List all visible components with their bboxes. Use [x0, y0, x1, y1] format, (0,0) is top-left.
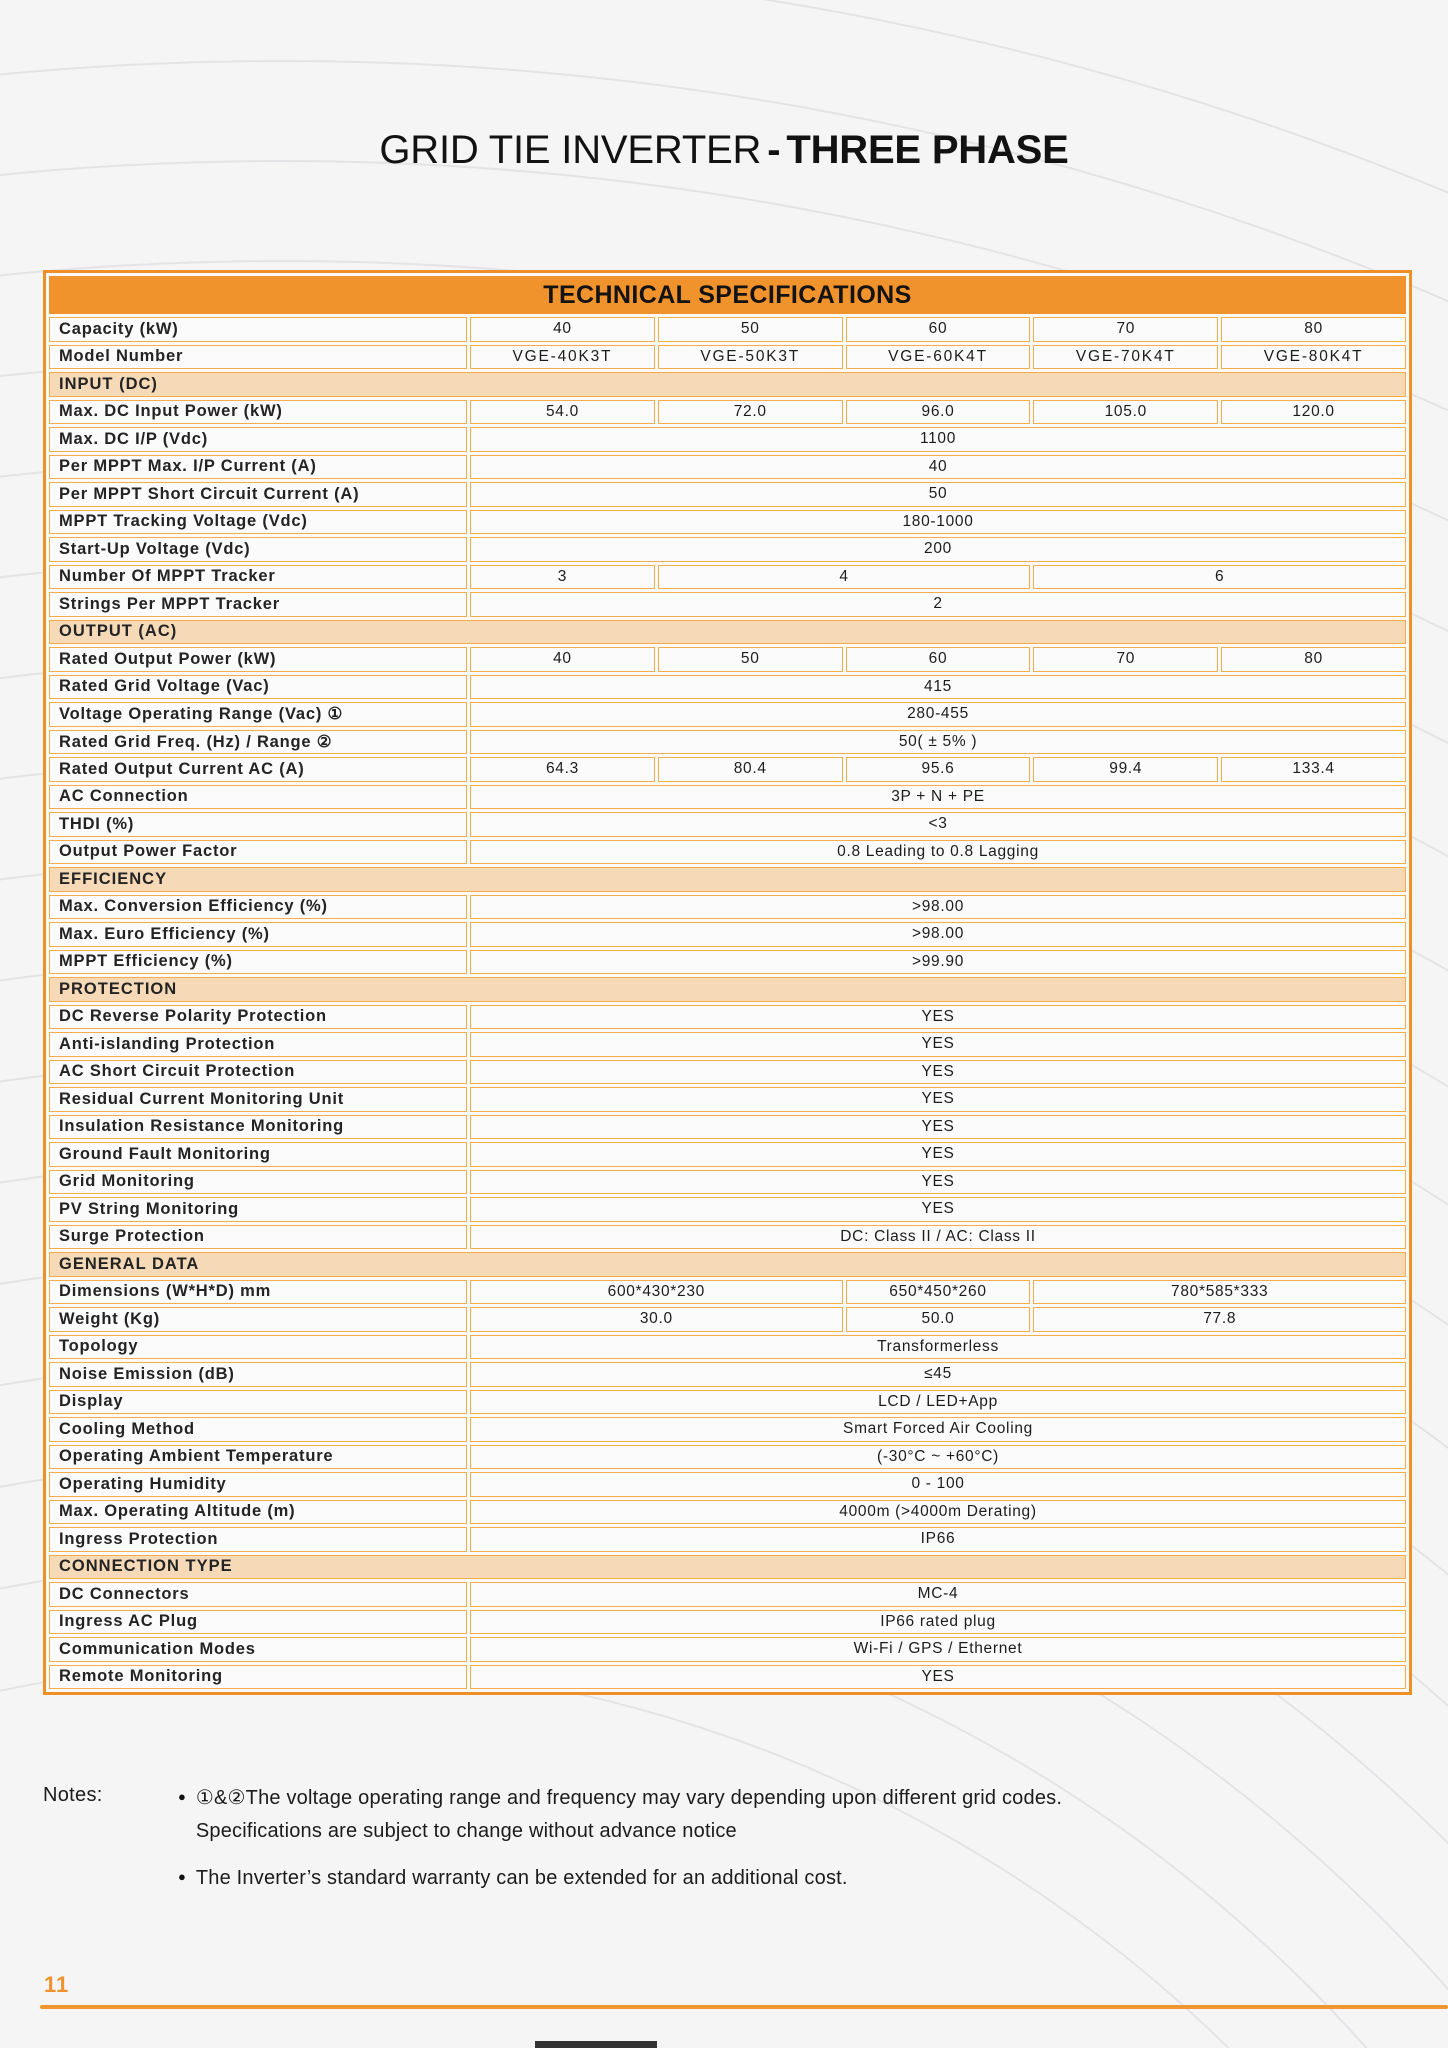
row-label: Capacity (kW)	[49, 317, 467, 342]
row-value: MC-4	[470, 1582, 1406, 1607]
row-label: Number Of MPPT Tracker	[49, 565, 467, 590]
row-value: Transformerless	[470, 1335, 1406, 1360]
section-row	[49, 1555, 1406, 1580]
row-value: YES	[470, 1005, 1406, 1030]
cell-value: VGE-40K3T	[470, 345, 655, 370]
cell-value: 50.0	[846, 1307, 1031, 1332]
bullet-icon: ●	[178, 1789, 186, 1804]
row-value: YES	[470, 1115, 1406, 1140]
row-value: 180-1000	[470, 510, 1406, 535]
spec-row	[49, 1115, 1406, 1140]
row-label: Remote Monitoring	[49, 1665, 467, 1690]
row-label: AC Connection	[49, 785, 467, 810]
row-value: IP66 rated plug	[470, 1610, 1406, 1635]
spec-row	[49, 1637, 1406, 1662]
spec-table-body	[49, 317, 1406, 1689]
spec-row	[49, 1665, 1406, 1690]
row-value: YES	[470, 1197, 1406, 1222]
section-row	[49, 620, 1406, 645]
spec-row	[49, 675, 1406, 700]
row-label: MPPT Efficiency (%)	[49, 950, 467, 975]
cell-value: VGE-60K4T	[846, 345, 1031, 370]
section-row	[49, 372, 1406, 397]
row-label: Noise Emission (dB)	[49, 1362, 467, 1387]
row-value: >98.00	[470, 922, 1406, 947]
spec-row	[49, 1197, 1406, 1222]
footer-divider	[40, 2005, 1448, 2009]
row-label: Grid Monitoring	[49, 1170, 467, 1195]
spec-row	[49, 1582, 1406, 1607]
cell-value: VGE-70K4T	[1033, 345, 1218, 370]
row-value: ≤45	[470, 1362, 1406, 1387]
cell-value: 50	[658, 647, 843, 672]
row-value: YES	[470, 1060, 1406, 1085]
cell-value: 54.0	[470, 400, 655, 425]
spec-row	[49, 895, 1406, 920]
spec-row	[49, 565, 1406, 590]
row-label: Ingress AC Plug	[49, 1610, 467, 1635]
row-value: YES	[470, 1032, 1406, 1057]
row-label: PV String Monitoring	[49, 1197, 467, 1222]
cell-value: 3	[470, 565, 655, 590]
cell-value: 60	[846, 317, 1031, 342]
cell-value: 80	[1221, 647, 1406, 672]
section-row	[49, 977, 1406, 1002]
row-label: Dimensions (W*H*D) mm	[49, 1280, 467, 1305]
row-label: Operating Ambient Temperature	[49, 1445, 467, 1470]
row-label: Cooling Method	[49, 1417, 467, 1442]
spec-row	[49, 757, 1406, 782]
bottom-scroll-handle[interactable]	[535, 2041, 657, 2048]
cell-value: 4	[658, 565, 1031, 590]
bullet-icon: ●	[178, 1869, 186, 1884]
spec-row	[49, 1335, 1406, 1360]
cell-value: 70	[1033, 647, 1218, 672]
row-label: THDI (%)	[49, 812, 467, 837]
row-value: DC: Class II / AC: Class II	[470, 1225, 1406, 1250]
spec-row	[49, 1362, 1406, 1387]
row-label: Per MPPT Short Circuit Current (A)	[49, 482, 467, 507]
cell-value: VGE-50K3T	[658, 345, 843, 370]
spec-row	[49, 317, 1406, 342]
section-label: OUTPUT (AC)	[49, 620, 1406, 645]
spec-row	[49, 400, 1406, 425]
cell-value: 6	[1033, 565, 1406, 590]
spec-row	[49, 812, 1406, 837]
row-label: Max. Conversion Efficiency (%)	[49, 895, 467, 920]
spec-row	[49, 702, 1406, 727]
row-value: 280-455	[470, 702, 1406, 727]
cell-value: 96.0	[846, 400, 1031, 425]
spec-row	[49, 1307, 1406, 1332]
row-value: <3	[470, 812, 1406, 837]
row-label: Insulation Resistance Monitoring	[49, 1115, 467, 1140]
section-label: INPUT (DC)	[49, 372, 1406, 397]
cell-value: 50	[658, 317, 843, 342]
row-value: 415	[470, 675, 1406, 700]
spec-row	[49, 1472, 1406, 1497]
page-title-regular: GRID TIE INVERTER	[379, 128, 762, 172]
row-label: Voltage Operating Range (Vac) ①	[49, 702, 467, 727]
row-label: Ground Fault Monitoring	[49, 1142, 467, 1167]
row-label: Max. Euro Efficiency (%)	[49, 922, 467, 947]
cell-value: 600*430*230	[470, 1280, 843, 1305]
row-value: 3P + N + PE	[470, 785, 1406, 810]
spec-row	[49, 455, 1406, 480]
row-label: Per MPPT Max. I/P Current (A)	[49, 455, 467, 480]
section-label: GENERAL DATA	[49, 1252, 1406, 1277]
cell-value: 133.4	[1221, 757, 1406, 782]
row-value: 200	[470, 537, 1406, 562]
page-title-dash: -	[767, 128, 781, 172]
row-label: Weight (Kg)	[49, 1307, 467, 1332]
spec-row	[49, 1500, 1406, 1525]
cell-value: 77.8	[1033, 1307, 1406, 1332]
note-line: Specifications are subject to change without advance notice	[195, 1820, 737, 1842]
row-value: Wi-Fi / GPS / Ethernet	[470, 1637, 1406, 1662]
row-value: (-30°C ~ +60°C)	[470, 1445, 1406, 1470]
spec-table-wrapper	[43, 270, 1412, 1695]
row-label: Model Number	[49, 345, 467, 370]
spec-row	[49, 785, 1406, 810]
row-value: YES	[470, 1142, 1406, 1167]
spec-row	[49, 950, 1406, 975]
spec-row	[49, 537, 1406, 562]
cell-value: 99.4	[1033, 757, 1218, 782]
spec-row	[49, 592, 1406, 617]
spec-row	[49, 730, 1406, 755]
section-label: CONNECTION TYPE	[49, 1555, 1406, 1580]
spec-row	[49, 1087, 1406, 1112]
spec-row	[49, 1390, 1406, 1415]
spec-row	[49, 1170, 1406, 1195]
row-label: Rated Grid Freq. (Hz) / Range ②	[49, 730, 467, 755]
section-row	[49, 1252, 1406, 1277]
row-label: Anti-islanding Protection	[49, 1032, 467, 1057]
row-label: Rated Output Power (kW)	[49, 647, 467, 672]
row-label: Max. Operating Altitude (m)	[49, 1500, 467, 1525]
row-value: LCD / LED+App	[470, 1390, 1406, 1415]
cell-value: 60	[846, 647, 1031, 672]
spec-row	[49, 510, 1406, 535]
spec-row	[49, 840, 1406, 865]
row-value: 0 - 100	[470, 1472, 1406, 1497]
row-value: 50	[470, 482, 1406, 507]
note-line: ①&②The voltage operating range and frequency may vary depending upon different grid codes.	[195, 1787, 1063, 1809]
cell-value: 40	[470, 317, 655, 342]
page-number: 11	[44, 1972, 70, 1997]
spec-row	[49, 1060, 1406, 1085]
row-value: 2	[470, 592, 1406, 617]
cell-value: 105.0	[1033, 400, 1218, 425]
row-value: 4000m (>4000m Derating)	[470, 1500, 1406, 1525]
cell-value: 80.4	[658, 757, 843, 782]
cell-value: 780*585*333	[1033, 1280, 1406, 1305]
table-title: TECHNICAL SPECIFICATIONS	[49, 276, 1406, 314]
spec-row	[49, 1280, 1406, 1305]
spec-row	[49, 1610, 1406, 1635]
section-row	[49, 867, 1406, 892]
spec-row	[49, 1527, 1406, 1552]
row-label: Surge Protection	[49, 1225, 467, 1250]
row-value: YES	[470, 1170, 1406, 1195]
row-label: DC Connectors	[49, 1582, 467, 1607]
cell-value: 650*450*260	[846, 1280, 1031, 1305]
row-value: YES	[470, 1665, 1406, 1690]
cell-value: 80	[1221, 317, 1406, 342]
row-label: Communication Modes	[49, 1637, 467, 1662]
spec-row	[49, 1417, 1406, 1442]
row-label: Max. DC I/P (Vdc)	[49, 427, 467, 452]
spec-table	[43, 270, 1412, 1695]
spec-row	[49, 647, 1406, 672]
row-value: 1100	[470, 427, 1406, 452]
spec-row	[49, 1142, 1406, 1167]
row-label: Start-Up Voltage (Vdc)	[49, 537, 467, 562]
cell-value: 64.3	[470, 757, 655, 782]
row-label: Ingress Protection	[49, 1527, 467, 1552]
row-value: 40	[470, 455, 1406, 480]
row-value: >98.00	[470, 895, 1406, 920]
row-value: YES	[470, 1087, 1406, 1112]
notes-label: Notes:	[43, 1784, 103, 1806]
row-value: >99.90	[470, 950, 1406, 975]
row-label: Display	[49, 1390, 467, 1415]
row-label: MPPT Tracking Voltage (Vdc)	[49, 510, 467, 535]
notes-body	[178, 1782, 1062, 1909]
note-line: The Inverter’s standard warranty can be extended for an additional cost.	[195, 1867, 848, 1889]
spec-row	[49, 1225, 1406, 1250]
section-label: PROTECTION	[49, 977, 1406, 1002]
cell-value: 40	[470, 647, 655, 672]
spec-row	[49, 427, 1406, 452]
note-item	[178, 1782, 1062, 1848]
row-value: IP66	[470, 1527, 1406, 1552]
spec-row	[49, 1032, 1406, 1057]
row-label: Rated Grid Voltage (Vac)	[49, 675, 467, 700]
row-label: AC Short Circuit Protection	[49, 1060, 467, 1085]
spec-row	[49, 1445, 1406, 1470]
page-title-bold: THREE PHASE	[786, 128, 1069, 172]
row-value: 0.8 Leading to 0.8 Lagging	[470, 840, 1406, 865]
row-label: Operating Humidity	[49, 1472, 467, 1497]
row-label: Output Power Factor	[49, 840, 467, 865]
spec-row	[49, 1005, 1406, 1030]
row-label: Strings Per MPPT Tracker	[49, 592, 467, 617]
cell-value: 120.0	[1221, 400, 1406, 425]
row-label: Max. DC Input Power (kW)	[49, 400, 467, 425]
row-label: DC Reverse Polarity Protection	[49, 1005, 467, 1030]
section-label: EFFICIENCY	[49, 867, 1406, 892]
row-value: 50( ± 5% )	[470, 730, 1406, 755]
table-header-row	[49, 276, 1406, 314]
cell-value: 30.0	[470, 1307, 843, 1332]
page-title	[0, 128, 1448, 173]
cell-value: VGE-80K4T	[1221, 345, 1406, 370]
row-label: Topology	[49, 1335, 467, 1360]
cell-value: 95.6	[846, 757, 1031, 782]
spec-row	[49, 345, 1406, 370]
row-value: Smart Forced Air Cooling	[470, 1417, 1406, 1442]
cell-value: 70	[1033, 317, 1218, 342]
cell-value: 72.0	[658, 400, 843, 425]
row-label: Rated Output Current AC (A)	[49, 757, 467, 782]
row-label: Residual Current Monitoring Unit	[49, 1087, 467, 1112]
spec-row	[49, 922, 1406, 947]
note-item	[178, 1862, 1062, 1895]
spec-row	[49, 482, 1406, 507]
